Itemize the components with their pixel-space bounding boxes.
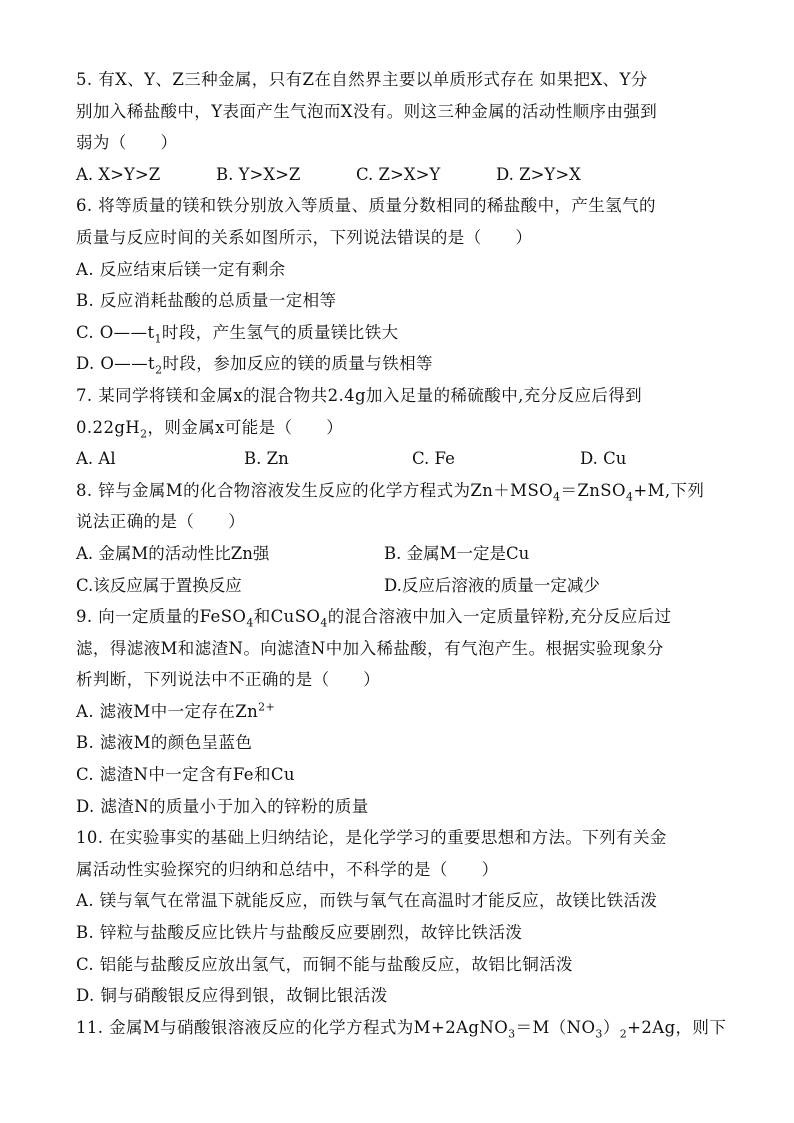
q6-option-d-text: 时段，参加反应的镁的质量与铁相等 <box>162 354 433 374</box>
q5-options <box>76 159 726 191</box>
subscript: 3 <box>595 1027 603 1041</box>
q9-option-b-text: B. 滤液M的颜色呈蓝色 <box>76 733 253 753</box>
q9-option-a <box>76 696 726 728</box>
q7-stem-text: ，则金属x可能是（ ） <box>147 417 344 437</box>
q5-option-b: B. Y>X>Z <box>216 164 301 184</box>
q6-option-a-text: A. 反应结束后镁一定有剩余 <box>76 259 286 279</box>
q11-stem-text: ） <box>602 1017 620 1037</box>
subscript: 2 <box>155 363 163 377</box>
q6-option-a <box>76 254 726 286</box>
q8-options-row2 <box>76 570 726 602</box>
superscript: 2+ <box>258 700 276 714</box>
q5-stem-text: 5. 有X、Y、Z三种金属，只有Z在自然界主要以单质形式存在 如果把X、Y分 <box>76 70 648 89</box>
q11-line1 <box>76 1012 726 1044</box>
q10-line2 <box>76 854 726 886</box>
q8-stem-text: 8. 锌与金属M的化合物溶液发生反应的化学方程式为Zn＋MSO <box>76 480 554 500</box>
q9-stem-text: 析判断，下列说法中不正确的是（ ） <box>76 670 381 690</box>
q6-stem-text: 6. 将等质量的镁和铁分别放入等质量、质量分数相同的稀盐酸中，产生氢气的 <box>76 196 656 216</box>
q5-stem-text: 别加入稀盐酸中，Y表面产生气泡而X没有。则这三种金属的活动性顺序由强到 <box>76 101 658 121</box>
q6-option-d-text: D. O——t <box>76 354 156 374</box>
q6-line1 <box>76 190 726 222</box>
q9-option-d <box>76 791 726 823</box>
subscript: 2 <box>140 426 148 440</box>
subscript: 4 <box>553 490 561 504</box>
q5-option-c: C. Z>X>Y <box>356 164 441 184</box>
q8-option-b: B. 金属M一定是Cu <box>384 543 530 563</box>
subscript: 4 <box>625 490 634 504</box>
q8-option-c: C.该反应属于置换反应 <box>76 575 242 595</box>
q8-option-a: A. 金属M的活动性比Zn强 <box>76 543 270 563</box>
q10-option-d <box>76 980 726 1012</box>
q7-stem-text: 0.22gH <box>76 417 141 437</box>
q6-option-b <box>76 285 726 317</box>
exam-page <box>76 64 726 1043</box>
q9-line1 <box>76 601 726 633</box>
q9-line3 <box>76 664 726 696</box>
q10-option-b <box>76 917 726 949</box>
q5-line2 <box>76 96 726 128</box>
q6-option-c <box>76 317 726 349</box>
q9-option-b <box>76 727 726 759</box>
q5-option-d: D. Z>Y>X <box>496 164 581 184</box>
q8-line2 <box>76 506 726 538</box>
q8-stem-text: ＝ZnSO <box>560 480 626 500</box>
subscript: 4 <box>320 616 328 630</box>
q11-stem-text: ＝M（NO <box>515 1017 596 1037</box>
q11-stem-text: 11. 金属M与硝酸银溶液反应的化学方程式为M+2AgNO <box>76 1017 509 1037</box>
q9-option-c-text: C. 滤渣N中一定含有Fe和Cu <box>76 765 295 785</box>
q7-option-d: D. Cu <box>580 449 627 469</box>
q9-stem-text: 和CuSO <box>253 607 321 627</box>
q10-line1 <box>76 822 726 854</box>
q8-stem-text: 说法正确的是（ ） <box>76 512 245 532</box>
q7-line1 <box>76 380 726 412</box>
q6-line2 <box>76 222 726 254</box>
q7-stem-text: 7. 某同学将镁和金属x的混合物共2.4g加入足量的稀硫酸中,充分反应后得到 <box>76 385 643 405</box>
subscript: 2 <box>619 1027 628 1041</box>
q9-stem-text: 9. 向一定质量的FeSO <box>76 607 247 627</box>
q8-stem-text: +M,下列 <box>633 480 705 500</box>
q7-option-c: C. Fe <box>412 449 455 469</box>
q9-stem-text: 的混合溶液中加入一定质量锌粉,充分反应后过 <box>327 607 672 627</box>
q11-stem-text: +2Ag，则下 <box>627 1017 727 1037</box>
q6-option-c-text: C. O——t <box>76 322 155 342</box>
q5-line3 <box>76 127 726 159</box>
subscript: 4 <box>246 616 254 630</box>
q9-option-c <box>76 759 726 791</box>
q8-options-row1 <box>76 538 726 570</box>
q10-option-c-text: C. 铝能与盐酸反应放出氢气，而铜不能与盐酸反应，故铝比铜活泼 <box>76 954 573 974</box>
q10-option-c <box>76 949 726 981</box>
q7-line2 <box>76 412 726 444</box>
q5-option-a: A. X>Y>Z <box>76 164 161 184</box>
subscript: 3 <box>508 1027 516 1041</box>
q10-stem-text: 10. 在实验事实的基础上归纳结论，是化学学习的重要思想和方法。下列有关金 <box>76 828 667 848</box>
q5-stem-text: 弱为（ ） <box>76 133 178 153</box>
q9-option-d-text: D. 滤渣N的质量小于加入的锌粉的质量 <box>76 796 369 816</box>
q10-option-a-text: A. 镁与氧气在常温下就能反应，而铁与氧气在高温时才能反应，故镁比铁活泼 <box>76 891 658 911</box>
q9-line2 <box>76 633 726 665</box>
q10-option-d-text: D. 铜与硝酸银反应得到银，故铜比银活泼 <box>76 986 388 1006</box>
q10-stem-text: 属活动性实验探究的归纳和总结中，不科学的是（ ） <box>76 859 499 879</box>
q10-option-b-text: B. 锌粒与盐酸反应比铁片与盐酸反应要剧烈，故锌比铁活泼 <box>76 923 523 943</box>
q7-options <box>76 443 726 475</box>
q9-stem-text: 滤，得滤液M和滤渣N。向滤渣N中加入稀盐酸，有气泡产生。根据实验现象分 <box>76 638 664 658</box>
q8-option-d: D.反应后溶液的质量一定减少 <box>384 575 600 595</box>
q5-line1 <box>76 64 726 96</box>
q6-option-d <box>76 348 726 380</box>
q6-option-c-text: 时段，产生氢气的质量镁比铁大 <box>161 322 399 342</box>
q7-option-b: B. Zn <box>244 449 289 469</box>
subscript: 1 <box>154 332 162 346</box>
q9-option-a-text: A. 滤液M中一定存在Zn <box>76 701 259 721</box>
q8-line1 <box>76 475 726 507</box>
q7-option-a: A. Al <box>76 449 116 469</box>
q10-option-a <box>76 885 726 917</box>
q6-option-b-text: B. 反应消耗盐酸的总质量一定相等 <box>76 291 337 311</box>
q6-stem-text: 质量与反应时间的关系如图所示，下列说法错误的是（ ） <box>76 227 533 247</box>
